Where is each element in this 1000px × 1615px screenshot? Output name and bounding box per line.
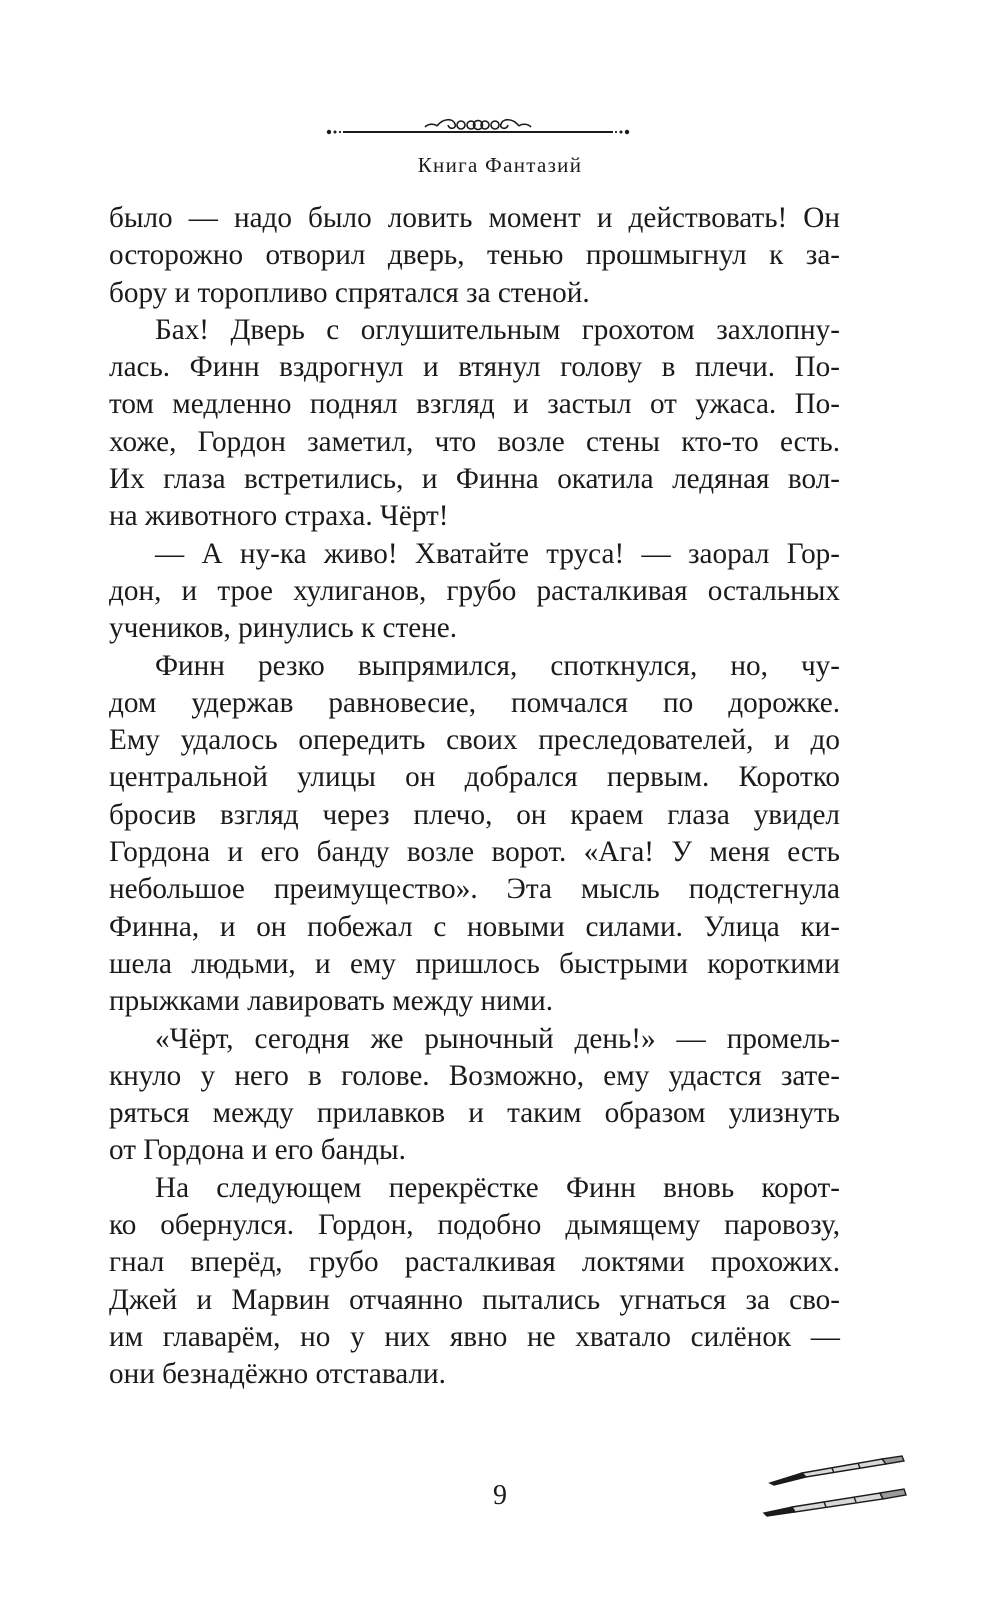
fountain-pens-icon [762, 1455, 910, 1527]
text-line: Гордона и его банду возле ворот. «Ага! У меня есть [109, 836, 840, 869]
text-line: кнуло у него в голове. Возможно, ему удастся зате- [109, 1059, 840, 1092]
text-line: Их глаза встретились, и Финна окатила ледяная вол- [109, 463, 840, 496]
text-line: прыжками лавировать между ними. [109, 985, 554, 1018]
text-line: дон, и трое хулиганов, грубо расталкивая остальных [109, 574, 840, 607]
text-line: им главарём, но у них явно не хватало силёнок — [109, 1320, 840, 1353]
text-line: осторожно отворил дверь, тенью прошмыгнул к за- [109, 239, 840, 272]
text-line: хоже, Гордон заметил, что возле стены кто-то есть. [109, 425, 840, 458]
body-text [109, 200, 840, 1394]
text-line: — А ну-ка живо! Хватайте труса! — заорал Гор- [155, 537, 840, 570]
text-line: центральной улицы он добрался первым. Коротко [109, 761, 840, 794]
text-line: Бах! Дверь с оглушительным грохотом захлопну- [155, 313, 840, 346]
text-line: Финн резко выпрямился, споткнулся, но, чу- [155, 649, 840, 682]
text-line: бросив взгляд через плечо, он краем глаза увидел [109, 798, 840, 831]
page-number: 9 [493, 1480, 507, 1511]
text-line: На следующем перекрёстке Финн вновь корот- [155, 1171, 840, 1204]
text-line: ко обернулся. Гордон, подобно дымящему паровозу, [109, 1209, 840, 1242]
text-line: Джей и Марвин отчаянно пытались угнаться за сво- [109, 1283, 840, 1316]
text-line: ряться между прилавков и таким образом улизнуть [109, 1097, 840, 1130]
text-line: было — надо было ловить момент и действовать! Он [109, 202, 840, 234]
running-head-title: Книга Фантазий [417, 153, 583, 177]
text-line: Финна, и он побежал с новыми силами. Улица ки- [109, 910, 840, 943]
text-line: бору и торопливо спрятался за стеной. [109, 276, 590, 309]
text-line: учеников, ринулись к стене. [109, 612, 458, 645]
text-line: небольшое преимущество». Эта мысль подстегнула [109, 873, 840, 906]
text-line: гнал вперёд, грубо расталкивая локтями прохожих. [109, 1246, 840, 1279]
text-line: от Гордона и его банды. [109, 1134, 406, 1167]
text-line: на животного страха. Чёрт! [109, 500, 449, 533]
flourish-divider-icon [325, 114, 631, 144]
text-line: дом удержав равновесие, помчался по дорожке. [109, 686, 840, 719]
text-line: лась. Финн вздрогнул и втянул голову в плечи. По- [109, 351, 840, 384]
text-line: том медленно поднял взгляд и застыл от ужаса. По- [109, 388, 840, 421]
text-line: «Чёрт, сегодня же рыночный день!» — промель- [155, 1022, 840, 1055]
text-line: шела людьми, и ему пришлось быстрыми короткими [109, 947, 840, 980]
text-line: Ему удалось опередить своих преследователей, и до [109, 724, 840, 757]
text-line: они безнадёжно отставали. [109, 1358, 446, 1391]
